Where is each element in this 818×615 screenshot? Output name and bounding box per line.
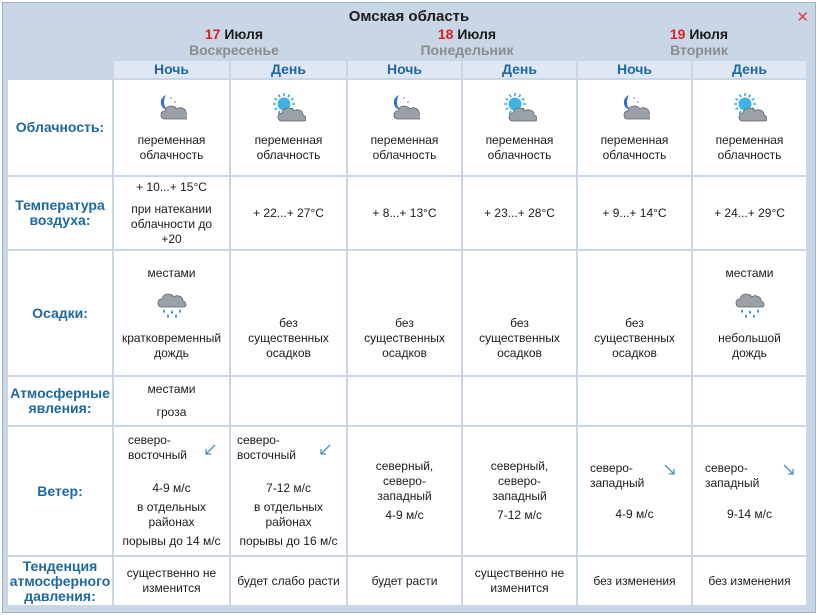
row-label-precipitation: Осадки:: [8, 251, 112, 375]
moon-cloud-icon: [620, 93, 650, 121]
day-header-3: [583, 26, 815, 59]
atm-cell: [578, 377, 691, 425]
atm-cell: местами гроза: [114, 377, 229, 425]
temp-cell: + 9...+ 14°C: [578, 177, 691, 249]
temp-cell: + 24...+ 29°C: [693, 177, 806, 249]
row-precipitation: [8, 251, 806, 375]
pressure-cell: будет расти: [348, 557, 461, 605]
row-label-wind: Ветер:: [8, 427, 112, 555]
temp-cell: + 23...+ 28°C: [463, 177, 576, 249]
cloud-cell: [348, 80, 461, 175]
atm-cell: [348, 377, 461, 425]
weekday-label: Воскресенье: [189, 42, 279, 58]
region-title: Омская область: [348, 8, 470, 25]
pressure-cell: без изменения: [578, 557, 691, 605]
row-label-pressure: Тенденция атмосферного давления:: [9, 557, 111, 604]
weekday-label: Вторник: [670, 42, 728, 58]
period-header: Ночь: [578, 61, 691, 78]
cloud-cell: [463, 80, 576, 175]
moon-cloud-icon: [390, 93, 420, 121]
atm-cell: [231, 377, 346, 425]
pressure-cell: существенно не изменится: [114, 557, 229, 605]
moon-cloud-icon: [157, 93, 187, 121]
wind-cell: северный, северо- западный 7-12 м/с: [463, 427, 576, 555]
precip-cell: местами небольшой дождь: [693, 251, 806, 375]
cloud-text: облачность: [717, 147, 782, 162]
wind-arrow-icon: [318, 443, 332, 457]
close-icon[interactable]: ✕: [796, 9, 809, 26]
weekday-label: Понедельник: [420, 42, 514, 58]
row-wind: [8, 427, 806, 555]
cloud-cell: [693, 80, 806, 175]
precip-cell: без существенных осадков: [578, 251, 691, 375]
day-number: 19: [669, 26, 686, 42]
month-label: Июля: [224, 26, 264, 42]
cloud-text: переменная: [254, 132, 323, 147]
precip-cell: без существенных осадков: [348, 251, 461, 375]
month-label: Июля: [689, 26, 729, 42]
forecast-panel: [2, 2, 816, 613]
cloud-text: облачность: [602, 147, 667, 162]
row-cloudiness: [8, 80, 806, 175]
cloud-text: переменная: [715, 132, 784, 147]
pressure-cell: существенно не изменится: [463, 557, 576, 605]
precip-cell: без существенных осадков: [231, 251, 346, 375]
cloud-cell: [114, 80, 229, 175]
row-atmospheric: [8, 377, 806, 425]
atm-cell: [693, 377, 806, 425]
cloud-text: облачность: [487, 147, 552, 162]
day-number: 18: [437, 26, 454, 42]
period-header: Ночь: [348, 61, 461, 78]
cloud-cell: [231, 80, 346, 175]
row-temperature: [8, 177, 806, 249]
cloud-cell: [578, 80, 691, 175]
period-header: Ночь: [114, 61, 229, 78]
pressure-cell: будет слабо расти: [231, 557, 346, 605]
cloud-text: облачность: [372, 147, 437, 162]
cloud-text: переменная: [600, 132, 669, 147]
month-label: Июля: [457, 26, 497, 42]
forecast-table: [6, 59, 808, 607]
wind-arrow-icon: [663, 463, 677, 477]
atm-cell: [463, 377, 576, 425]
row-label-temperature: Температура воздуха:: [8, 177, 112, 249]
header-corner: [8, 61, 112, 78]
temp-cell: + 8...+ 13°C: [348, 177, 461, 249]
row-label-cloudiness: Облачность:: [8, 80, 112, 175]
sun-cloud-icon: [733, 93, 767, 123]
pressure-cell: без изменения: [693, 557, 806, 605]
wind-cell: северо- западный 4-9 м/с: [578, 427, 691, 555]
period-header: День: [231, 61, 346, 78]
wind-arrow-icon: [782, 463, 796, 477]
temp-cell: + 10...+ 15°C при натекании облачности до +20: [114, 177, 229, 249]
cloud-text: переменная: [370, 132, 439, 147]
row-label-atmospheric: Атмосферные явления:: [8, 377, 112, 425]
wind-cell: северный, северо- западный 4-9 м/с: [348, 427, 461, 555]
day-number: 17: [204, 26, 221, 42]
day-header-1: [118, 26, 350, 59]
wind-cell: северо- восточный 4-9 м/с в отдельных районах порывы до 14 м/с: [114, 427, 229, 555]
cloud-text: переменная: [137, 132, 206, 147]
temp-cell: + 22...+ 27°C: [231, 177, 346, 249]
precip-cell: местами кратковременный дождь: [114, 251, 229, 375]
row-pressure: [8, 557, 806, 605]
period-header: День: [693, 61, 806, 78]
wind-cell: северо- западный 9-14 м/с: [693, 427, 806, 555]
wind-arrow-icon: [203, 443, 217, 457]
wind-cell: северо- восточный 7-12 м/с в отдельных районах порывы до 16 м/с: [231, 427, 346, 555]
period-header: День: [463, 61, 576, 78]
sun-cloud-icon: [503, 93, 537, 123]
rain-cloud-icon: [153, 285, 191, 319]
cloud-text: переменная: [485, 132, 554, 147]
cloud-text: облачность: [139, 147, 204, 162]
cloud-text: облачность: [256, 147, 321, 162]
precip-cell: без существенных осадков: [463, 251, 576, 375]
sun-cloud-icon: [272, 93, 306, 123]
day-header-2: [351, 26, 583, 59]
rain-cloud-icon: [731, 285, 769, 319]
